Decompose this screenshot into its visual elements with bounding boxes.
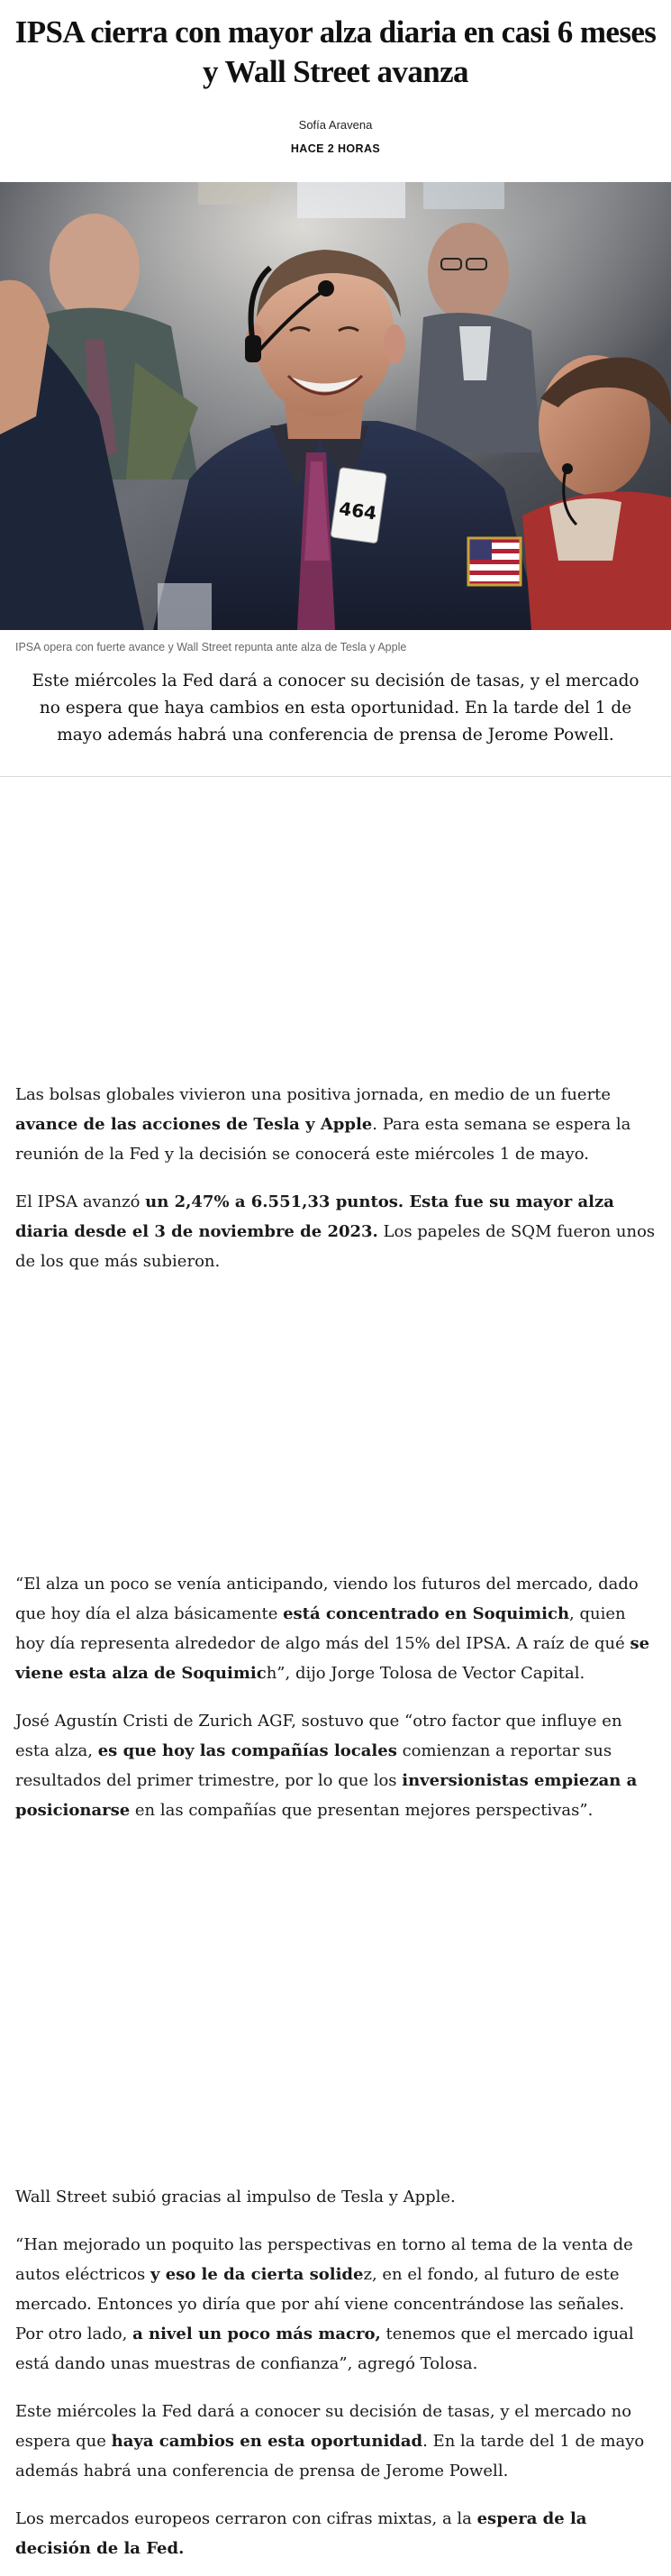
paragraph-6: “Han mejorado un poquito las perspectivas en torno al tema de la venta de autos eléctricos y eso le da cierta solidez, en el fondo, al futuro de este mercado. Entonces yo diría que por ahí viene concentrándose las señales. Por otro lado, a nivel un poco más macro, tenemos que el mercado igual está dando unas muestras de confianza”, agregó Tolosa. xyxy=(15,2235,634,2373)
author-name[interactable]: Sofía Aravena xyxy=(298,118,373,132)
publish-time: HACE 2 HORAS xyxy=(290,142,381,155)
article-headline: IPSA cierra con mayor alza diaria en casi 6 meses y Wall Street avanza xyxy=(14,14,657,89)
paragraph-2: El IPSA avanzó un 2,47% a 6.551,33 puntos. Esta fue su mayor alza diaria desde el 3 de noviembre de 2023. Los papeles de SQM fueron unos de los que más subieron. xyxy=(15,1192,656,1271)
us-flag-patch xyxy=(468,538,521,585)
paragraph-3: “El alza un poco se venía anticipando, viendo los futuros del mercado, dado que hoy día el alza básicamente está concentrado en Soquimich, quien hoy día representa alrededor de algo más del 15% del IPSA. A raíz de qué se viene esta alza de Soquimich”, dijo Jorge Tolosa de Vector Capital. xyxy=(15,1575,650,1683)
paragraph-8: Los mercados europeos cerraron con cifras mixtas, a la espera de la decisión de la Fed. xyxy=(15,2509,587,2558)
badge-number: 464 xyxy=(337,497,378,525)
ad-slot-1 xyxy=(0,777,671,1080)
paragraph-5: Wall Street subió gracias al impulso de Tesla y Apple. xyxy=(15,2188,456,2206)
paragraph-7: Este miércoles la Fed dará a conocer su decisión de tasas, y el mercado no espera que haya cambios en esta oportunidad. En la tarde del 1 de mayo además habrá una conferencia de prensa de Jerome Powell. xyxy=(15,2402,645,2480)
article-body-part-2 xyxy=(0,1569,671,1825)
hero-image[interactable] xyxy=(0,182,671,630)
article-summary: Este miércoles la Fed dará a conocer su decisión de tasas, y el mercado no espera que haya cambios en esta oportunidad. En la tarde del 1 de mayo además habrá una conferencia de prensa de Jerome Powell. xyxy=(0,668,671,777)
ad-slot-3 xyxy=(0,1843,671,2182)
paragraph-1: Las bolsas globales vivieron una positiva jornada, en medio de un fuerte avance de las acciones de Tesla y Apple. Para esta semana se espera la reunión de la Fed y la decisión se conocerá este miércoles 1 de mayo. xyxy=(15,1085,631,1164)
paragraph-4: José Agustín Cristi de Zurich AGF, sostuvo que “otro factor que influye en esta alza, es que hoy las compañías locales comienzan a reportar sus resultados del primer trimestre, por lo que los inversionistas empiezan a posicionarse en las compañías que presentan mejores perspectivas”. xyxy=(15,1712,638,1820)
ad-slot-2 xyxy=(0,1294,671,1569)
image-caption: IPSA opera con fuerte avance y Wall Street repunta ante alza de Tesla y Apple xyxy=(15,641,407,653)
article-body-part-3 xyxy=(0,2182,671,2563)
trading-floor-photo xyxy=(0,182,671,630)
article-body-part-1 xyxy=(0,1080,671,1276)
